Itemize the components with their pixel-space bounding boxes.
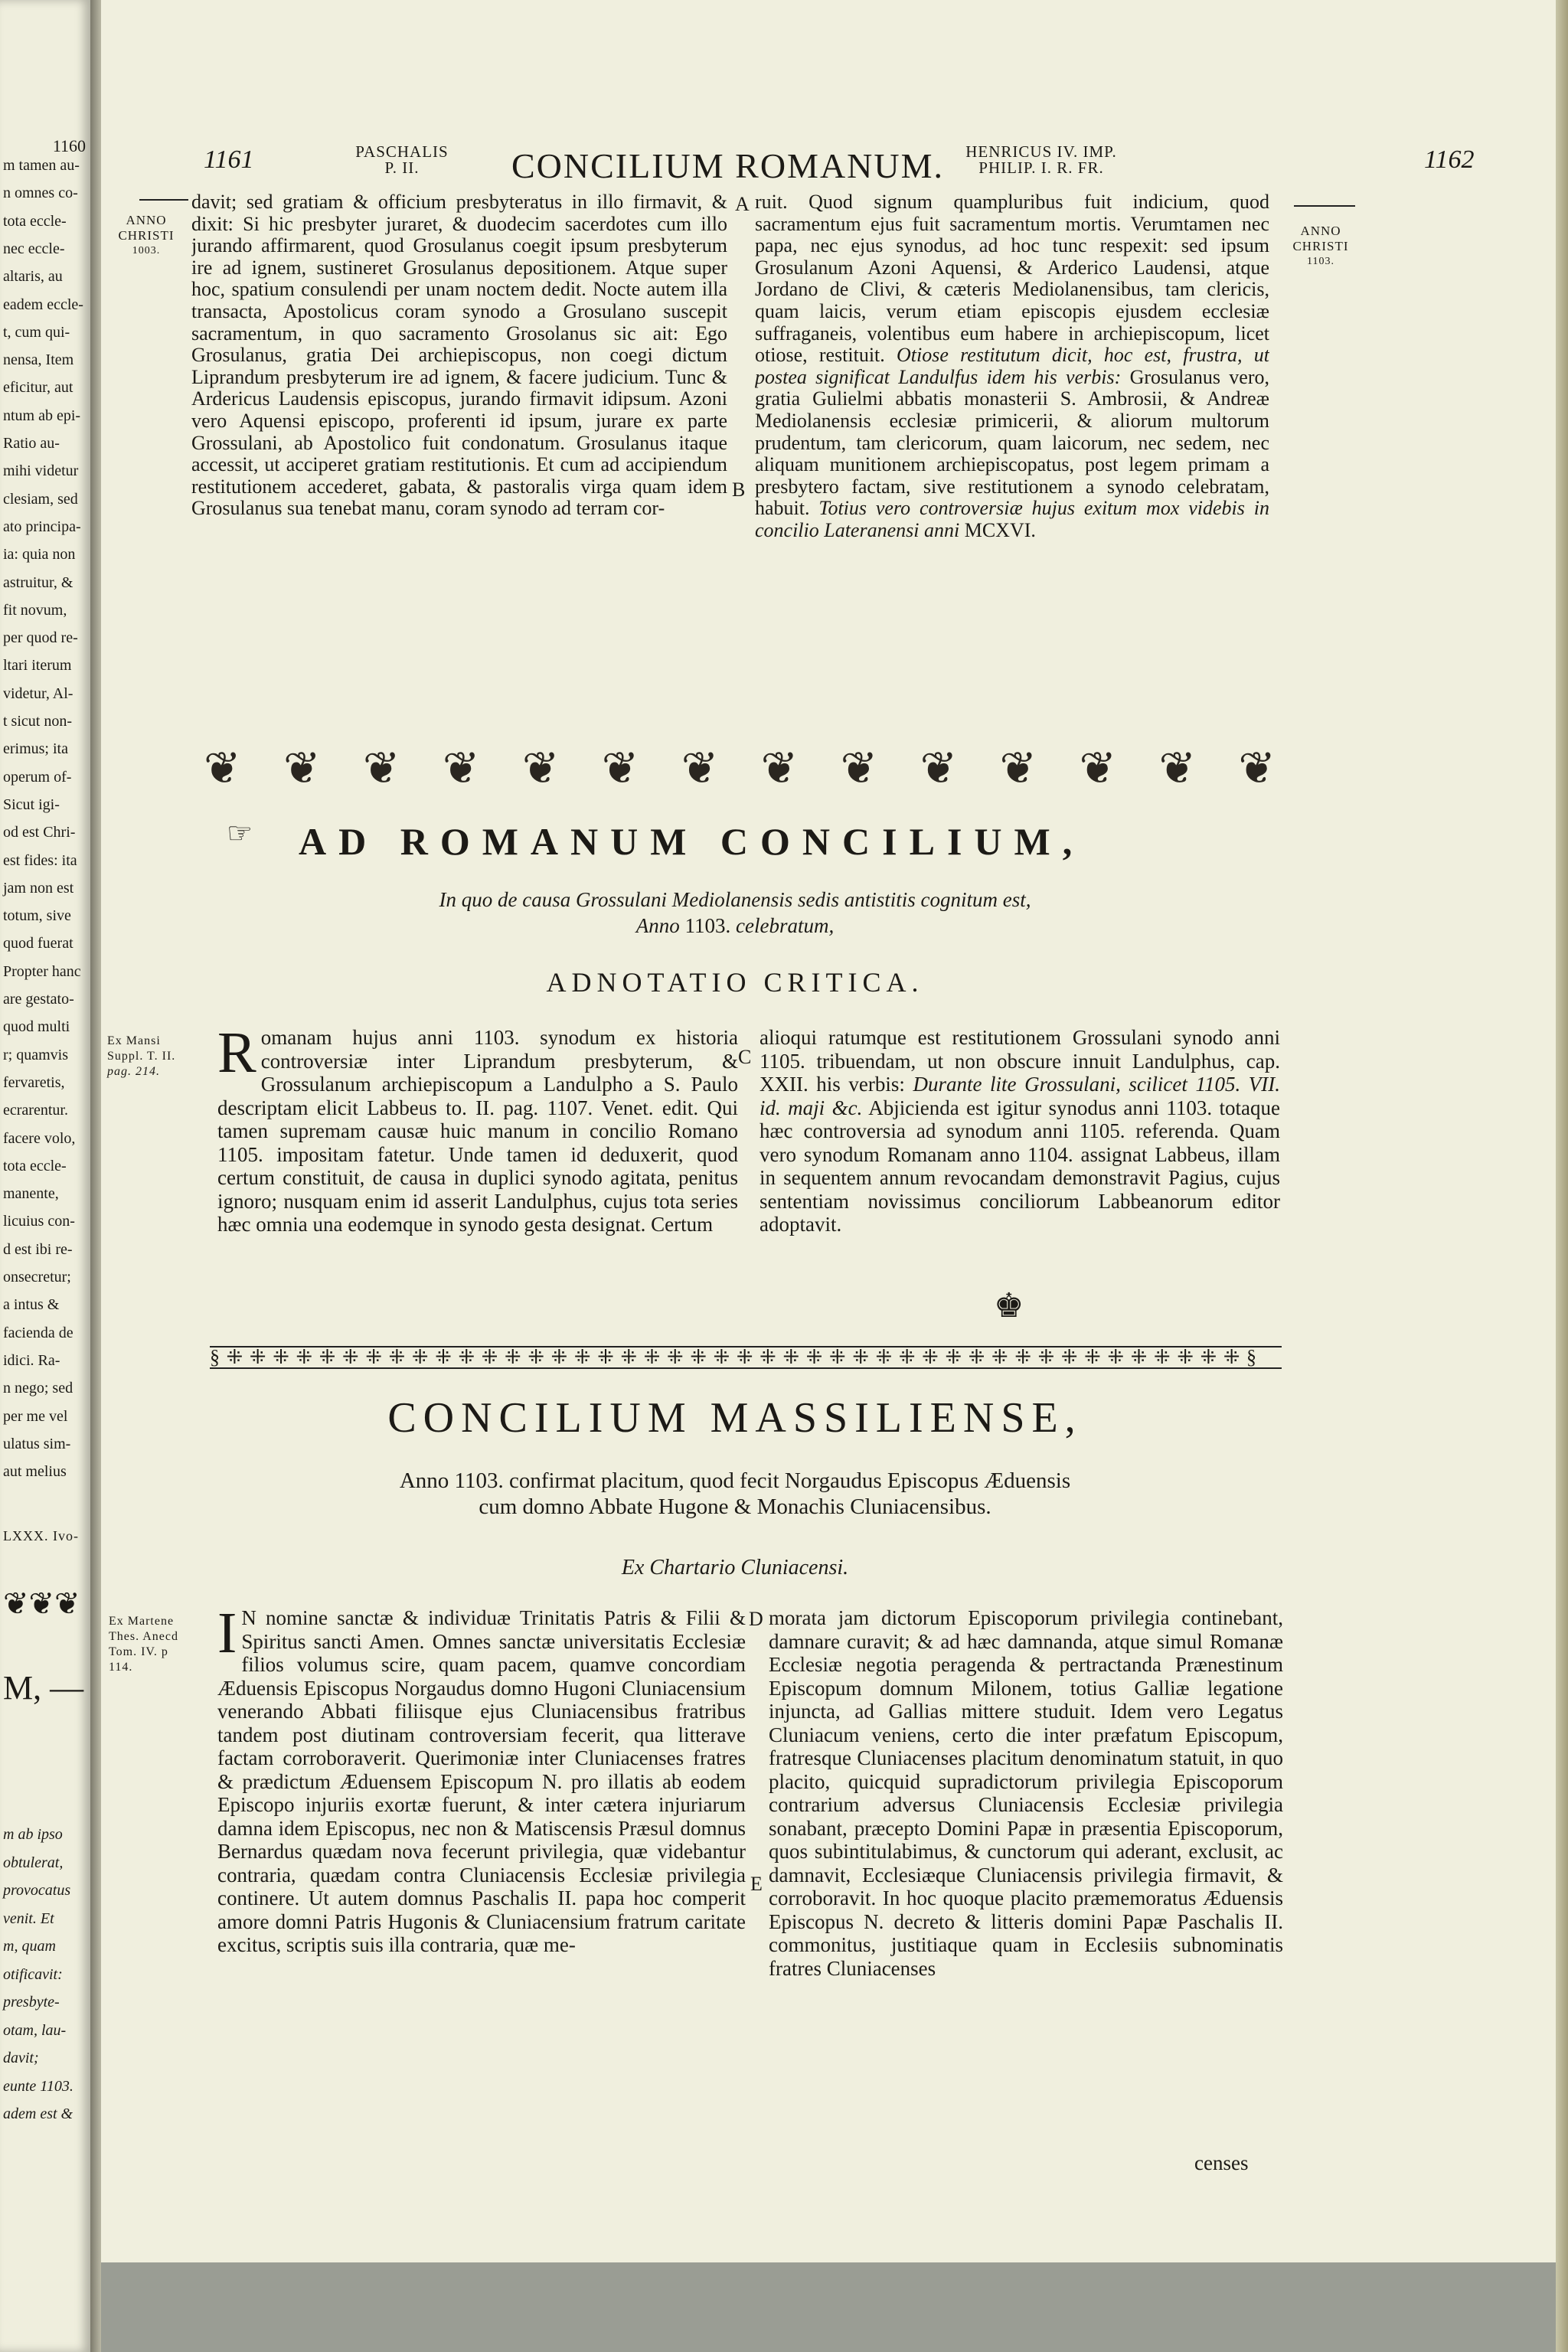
left-page-line: eficitur, aut bbox=[3, 379, 74, 397]
text-roman: omanam hujus anni 1103. synodum ex historia controversiæ inter Liprandum presbyterum, & Grossulanum archiepiscopum a Landulpho a S. Paulo descriptam elicit Labbeus to. II. pag. 1107. Venet. edit. Qui tamen supremam causæ huic manum in concilio Romano 1105. impositam fatetur. Unde tamen id deduxerit, quod certum constituit, de causa in duplici synodo agitata, penitus ignoro; nusquam enim id asserit Landulphus, cujus tota series hæc omnia una eodemque in synodo gesta designat. Certum bbox=[217, 1026, 738, 1236]
header-emperor: HENRICUS IV. IMP. bbox=[965, 142, 1117, 161]
top-left-column bbox=[191, 191, 727, 727]
left-page-line: fit novum, bbox=[3, 601, 67, 619]
column-marker-b: B bbox=[732, 479, 746, 501]
text-roman: N nomine sanctæ & individuæ Trinitatis Patris & Filii & Spiritus sancti Amen. Omnes sanctæ universitatis Ecclesiæ filios volumus scire, quam pacem, quamve concordiam Æduensis Episcopus Norgaudus domno Hugoni Cluniacensium venerando Abbati filiisque ejus Cluniacensibus fratribus tandem post diutinam controversiam fecerit, qua litterave factam corroboraverit. Querimoniæ inter Cluniacenses fratres & prædictum Æduensem Episcopum N. pro illatis ab eodem Episcopo injuriis exortæ fuerunt, & inter cætera injuriarum damna idem Episcopus, nec non & Matiscensis Præsul domnus Bernardus quædam nova fecerunt privilegia, quæ videbantur contraria, quædam contra Cluniacensis Ecclesiæ privilegia continere. Ut autem domnus Paschalis II. papa hoc comperit amore domni Patris Hugonis & Cluniacensium fratrum caritate excitus, scriptis suis illa contraria, quæ me- bbox=[217, 1606, 746, 1956]
right-column-number: 1162 bbox=[1424, 145, 1475, 174]
celebratum-italic: celebratum, bbox=[736, 914, 835, 937]
text-roman: Abjicienda est igitur synodus anni 1103. totaque hæc controversia ad synodum anni 1105. referenda. Quam vero synodum Romanam anno 1104. assignat Labbeus, illam in sequentem annum revocandam demonstravit Pagius, cujus sententiam novissimus conciliorum Labbeanorum editor adoptavit. bbox=[760, 1096, 1280, 1236]
left-page-line: clesiam, sed bbox=[3, 490, 78, 508]
margin-rule-left bbox=[139, 199, 188, 201]
drop-cap-r: R bbox=[217, 1026, 256, 1085]
left-page-line: m tamen au- bbox=[3, 157, 80, 174]
ornament-flower-icon: ❦ bbox=[204, 743, 241, 793]
left-page-line: facere volo, bbox=[3, 1129, 76, 1147]
left-page-line: astruitur, & bbox=[3, 573, 74, 591]
ornament-flower-icon: ❦ bbox=[1079, 743, 1117, 793]
ornament-flower-icon: ❦ bbox=[760, 743, 799, 793]
left-page-line: ntum ab epi- bbox=[3, 407, 81, 424]
left-page-line: nensa, Item bbox=[3, 351, 74, 369]
text-italic: Durante lite Grossulani, scilicet 1105. VII. id. maji &c. bbox=[760, 1073, 1280, 1119]
left-column-number: 1161 bbox=[204, 145, 254, 174]
left-page-line: ecrarentur. bbox=[3, 1102, 68, 1119]
left-page-line: provocatus bbox=[3, 1882, 71, 1899]
text-italic: Otiose restitutum dicit, hoc est, frustra, ut postea significat Landulfus idem his verbis: bbox=[755, 344, 1269, 388]
christi-word: CHRISTI bbox=[1292, 239, 1349, 253]
header-pope-number: P. II. bbox=[384, 158, 420, 177]
left-page-line: Ratio au- bbox=[3, 435, 60, 452]
critica-right-text bbox=[760, 1026, 1280, 1236]
text-roman: Grosulanus vero, gratia Gulielmi abbatis monasterii S. Ambrosii, & Andreæ Mediolanensis ecclesiæ primicerii, & aliorum multorum prudentum, tam clericorum, quam laicorum, nec sedem, nec aliquam munitionem archiepiscopatus, post legem primam a presbytero factam, sive restitutionem a synodo celebratam, habuit. bbox=[755, 365, 1269, 520]
left-page-line: fervaretis, bbox=[3, 1073, 65, 1091]
text-roman: alioqui ratumque est restitutionem Grossulani synodo anni 1105. tribuendam, ut non obscure innuit Landulphus, cap. XXII. his verbis: bbox=[760, 1026, 1280, 1096]
book-gutter bbox=[90, 0, 101, 2352]
source-line: pag. 214. bbox=[107, 1065, 160, 1078]
ornament-flower-icon: ❦ bbox=[283, 743, 321, 793]
left-page-line: m ab ipso bbox=[3, 1826, 63, 1843]
anno-italic: Anno bbox=[635, 914, 680, 937]
left-page-line: venit. Et bbox=[3, 1909, 54, 1927]
left-page-line: ulatus sim- bbox=[3, 1435, 71, 1452]
section-subtitle-2 bbox=[199, 914, 1271, 938]
ornament-flower-icon: ❦ bbox=[1238, 743, 1276, 793]
left-page-line: m, quam bbox=[3, 1938, 56, 1955]
left-page-line: d est ibi re- bbox=[3, 1240, 73, 1258]
source-line: 114. bbox=[109, 1661, 133, 1674]
left-page-line: onsecretur; bbox=[3, 1269, 71, 1285]
left-page-line: quod fuerat bbox=[3, 935, 74, 952]
left-page-line: facienda de bbox=[3, 1324, 74, 1341]
left-page-line: r; quamvis bbox=[3, 1046, 68, 1063]
section2-source: Ex Chartario Cluniacensi. bbox=[621, 1556, 849, 1579]
ornament-flower-icon: ❦ bbox=[521, 743, 560, 793]
ornament-flower-icon: ❦ bbox=[999, 743, 1037, 793]
left-page-line: eadem eccle- bbox=[3, 296, 83, 313]
column-marker-e: E bbox=[750, 1873, 763, 1895]
left-page-line: erimus; ita bbox=[3, 740, 68, 758]
page-edges bbox=[1556, 0, 1568, 2352]
column-marker-d: D bbox=[749, 1608, 763, 1630]
left-page-line: est fides: ita bbox=[3, 851, 77, 869]
top-left-text: davit; sed gratiam & officium presbyteratus in illo firmavit, & dixit: Si hic presbyter juraret, & duodecim sacerdotes cum illo jurando affirmarent, quod Grosulanus coegit ipsum presbyterum ire ad ignem, sustineret Grosulanus depositionem. Atque super hoc, spatium consulendi per unam noctem dedit. Nocte autem illa transacta, Apostolicus coram synodo a Grosulano suscepit sacramentum, in quo sacramento Grosolanus sic ait: Ego Grosulanus, gratia Dei archiepiscopus, non coegi dictum Liprandum presbyterum ire ad ignem, & facere judicium. Tunc & Ardericus Laudensis episcopus, jurando firmavit idipsum. Azoni vero Aquensi episcopo, proferenti id ipsum, jurare ex parte Grossulani, ab Apostolico fuit condonatum. Grosulanus itaque accessit, ut acciperet gratiam restitutionis. Et cum ad accipiendum restitutionem accederet, gabata, & pastoralis virga quam idem Grosulanus sua tenebat manu, coram synodo ad terram cor- bbox=[191, 191, 727, 520]
left-page-line: licuius con- bbox=[3, 1213, 75, 1230]
ornament-flower-icon: ❦ bbox=[1158, 743, 1197, 793]
ornament-flower-icon: ❦ bbox=[681, 743, 719, 793]
left-page-line: mihi videtur bbox=[3, 462, 79, 480]
left-page-ornament: ❦❦❦ bbox=[3, 1586, 80, 1621]
charter-left-text bbox=[217, 1606, 746, 1957]
left-page-line: n omnes co- bbox=[3, 185, 78, 202]
left-page-line: n nego; sed bbox=[3, 1380, 74, 1397]
left-page-line: adem est & bbox=[3, 2105, 74, 2122]
anno-word: ANNO bbox=[1300, 224, 1341, 238]
left-page-number: 1160 bbox=[52, 136, 86, 155]
section2-subtitle-2: cum domno Abbate Hugone & Monachis Cluniacensibus. bbox=[479, 1494, 991, 1519]
text-italic: Totius vero controversiæ hujus exitum mox videbis in concilio Lateranensi anni bbox=[755, 497, 1269, 541]
anno-year: 1003. bbox=[132, 245, 161, 256]
critica-right-column bbox=[760, 1026, 1280, 1325]
left-page-line: operum of- bbox=[3, 768, 72, 786]
left-page-line: jam non est bbox=[3, 879, 74, 897]
catchword: censes bbox=[1194, 2151, 1249, 2174]
left-page-line: od est Chri- bbox=[3, 824, 76, 841]
book-board bbox=[101, 2262, 1556, 2352]
year: 1103. bbox=[684, 914, 731, 937]
left-page-line: obtulerat, bbox=[3, 1854, 64, 1871]
margin-rule-right bbox=[1294, 205, 1355, 207]
charter-left-column bbox=[217, 1606, 746, 2142]
left-page-line: ltari iterum bbox=[3, 657, 72, 675]
left-page-line: Propter hanc bbox=[3, 962, 81, 980]
left-page-line: presbyte- bbox=[3, 1994, 60, 2011]
column-marker-a: A bbox=[735, 193, 750, 215]
left-page-line: a intus & bbox=[3, 1296, 60, 1314]
critica-left-column bbox=[217, 1026, 738, 1325]
left-page-line: nec eccle- bbox=[3, 240, 65, 257]
charter-right-column bbox=[769, 1606, 1283, 2142]
left-page-label: LXXX. Ivo- bbox=[3, 1528, 79, 1544]
left-page-fragment bbox=[0, 0, 90, 2352]
margin-source-martene bbox=[109, 1614, 193, 1675]
section-title-ad-romanum: AD ROMANUM CONCILIUM, bbox=[299, 820, 1085, 863]
left-page-line: t, cum qui- bbox=[3, 323, 70, 341]
left-page-line: davit; bbox=[3, 2050, 39, 2066]
end-ornament-icon: ♚ bbox=[994, 1287, 1024, 1325]
hand-pointer-icon: ☞ bbox=[227, 818, 253, 850]
source-line: Thes. Anecd bbox=[109, 1630, 178, 1643]
source-line: Tom. IV. p bbox=[109, 1645, 168, 1658]
left-page-line: quod multi bbox=[3, 1018, 70, 1036]
section-subtitle-1: In quo de causa Grossulani Mediolanensis sedis antistitis cognitum est, bbox=[439, 888, 1031, 911]
critica-left-text bbox=[217, 1026, 738, 1236]
adnotatio-critica-heading: ADNOTATIO CRITICA. bbox=[546, 967, 924, 998]
left-page-line: manente, bbox=[3, 1185, 59, 1203]
ornament-flower-icon: ❦ bbox=[442, 743, 480, 793]
ornament-flower-icon: ❦ bbox=[362, 743, 400, 793]
left-page-line: per me vel bbox=[3, 1407, 68, 1425]
left-page-line: ia: quia non bbox=[3, 546, 76, 564]
anno-word: ANNO bbox=[126, 213, 167, 227]
header-pope bbox=[337, 144, 467, 176]
left-page-line: eunte 1103. bbox=[3, 2077, 74, 2095]
top-right-text bbox=[755, 191, 1269, 542]
left-page-line: otificavit: bbox=[3, 1965, 63, 1983]
left-page-line: tota eccle- bbox=[3, 212, 67, 230]
left-page-line: tota eccle- bbox=[3, 1157, 67, 1174]
text-year: MCXVI. bbox=[964, 518, 1036, 541]
ornament-band bbox=[204, 743, 1276, 793]
header-king: PHILIP. I. R. FR. bbox=[978, 158, 1104, 177]
text-roman: morata jam dictorum Episcoporum privilegia continebant, damnare curavit; & ad hæc damnanda, atque simul Romanæ Ecclesiæ negotia peragenda & pertractanda Prænestinum Episcopum domnum Milonem, totius Galliæ legatione injuncta, ad Gallias mittere studuit. Idem vero Legatus Cluniacum veniens, certo die inter præfatum Episcopum, fratresque Cluniacenses placitum denominatum statuit, in quo placito, quicquid supradictorum privilegia Episcoporum contrarium adversus Cluniacensis Ecclesiæ privilegia sonabant, præcepto Domini Papæ in præsentia Episcoporum, quos subintitulabimus, & cunctorum qui aderant, exclusit, ac damnavit, Ecclesiæque Cluniacensis privilegia firmavit, & corroboravit. In hoc quoque placito præmemoratus Æduensis Episcopus N. decreto & litteris domini Papæ Paschalis II. commonitus, justitiaque quam in Ecclesiis subnominatis fratres Cluniacenses bbox=[769, 1606, 1283, 1980]
top-right-column bbox=[755, 191, 1269, 727]
margin-anno-right bbox=[1279, 224, 1363, 270]
ornament-flower-icon: ❦ bbox=[840, 743, 878, 793]
section-title-massiliense: CONCILIUM MASSILIENSE, bbox=[387, 1394, 1083, 1442]
header-pope-name: PASCHALIS bbox=[355, 142, 449, 161]
left-page-line: totum, sive bbox=[3, 907, 71, 925]
ornament-flower-icon: ❦ bbox=[920, 743, 958, 793]
left-page-line: altaris, au bbox=[3, 268, 63, 286]
source-line: Ex Martene bbox=[109, 1615, 175, 1628]
left-page-line: ato principa- bbox=[3, 518, 81, 535]
section2-subtitle-1: Anno 1103. confirmat placitum, quod fecit Norgaudus Episcopus Æduensis bbox=[399, 1468, 1071, 1493]
drop-cap-i: I bbox=[217, 1606, 237, 1665]
ornament-flower-icon: ❦ bbox=[601, 743, 639, 793]
decorative-rule: § ⁜ ⁜ ⁜ ⁜ ⁜ ⁜ ⁜ ⁜ ⁜ ⁜ ⁜ ⁜ ⁜ ⁜ ⁜ ⁜ ⁜ ⁜ ⁜ ⁜ ⁜ ⁜ ⁜ ⁜ ⁜ ⁜ ⁜ ⁜ ⁜ ⁜ ⁜ ⁜ ⁜ ⁜ ⁜ ⁜ ⁜ ⁜ ⁜ ⁜ ⁜ ⁜ ⁜ ⁜ § bbox=[210, 1346, 1282, 1369]
source-line: Suppl. T. II. bbox=[107, 1050, 176, 1063]
left-page-line: per quod re- bbox=[3, 629, 78, 647]
anno-year: 1103. bbox=[1307, 256, 1334, 267]
left-page-line: aut melius bbox=[3, 1463, 67, 1481]
margin-source-mansi bbox=[107, 1034, 191, 1080]
header-rulers bbox=[942, 144, 1141, 176]
left-page-line: idici. Ra- bbox=[3, 1351, 60, 1369]
source-line: Ex Mansi bbox=[107, 1034, 161, 1047]
text-roman: ruit. Quod signum quampluribus fuit indicium, quod sacramentum ejus fuit sacramentum mortis. Verumtamen nec papa, nec ejus synodus, ad hoc tunc respexit: sed ipsum Grosulanum Azoni Aquensi, & Arderico Laudensi, atque Jordano de Clivi, & cæteris Mediolanensibus, tam clericis, quam laicis, verum etiam episcopis ejusdem ecclesiæ suffraganeis, volentibus eum habere in archiepiscopum, licet otiose, restituit. bbox=[755, 191, 1269, 367]
left-page-line: otam, lau- bbox=[3, 2021, 67, 2039]
left-page-line: t sicut non- bbox=[3, 713, 72, 730]
left-page-line: are gestato- bbox=[3, 991, 74, 1008]
left-page-line: videtur, Al- bbox=[3, 684, 74, 702]
left-page-m-fragment: M, — bbox=[3, 1669, 84, 1707]
christi-word: CHRISTI bbox=[118, 228, 175, 243]
column-marker-c: C bbox=[738, 1046, 752, 1068]
running-title: CONCILIUM ROMANUM. bbox=[511, 146, 945, 185]
charter-right-text bbox=[769, 1606, 1283, 1980]
left-page-line: Sicut igi- bbox=[3, 795, 60, 813]
margin-anno-left bbox=[104, 213, 188, 259]
